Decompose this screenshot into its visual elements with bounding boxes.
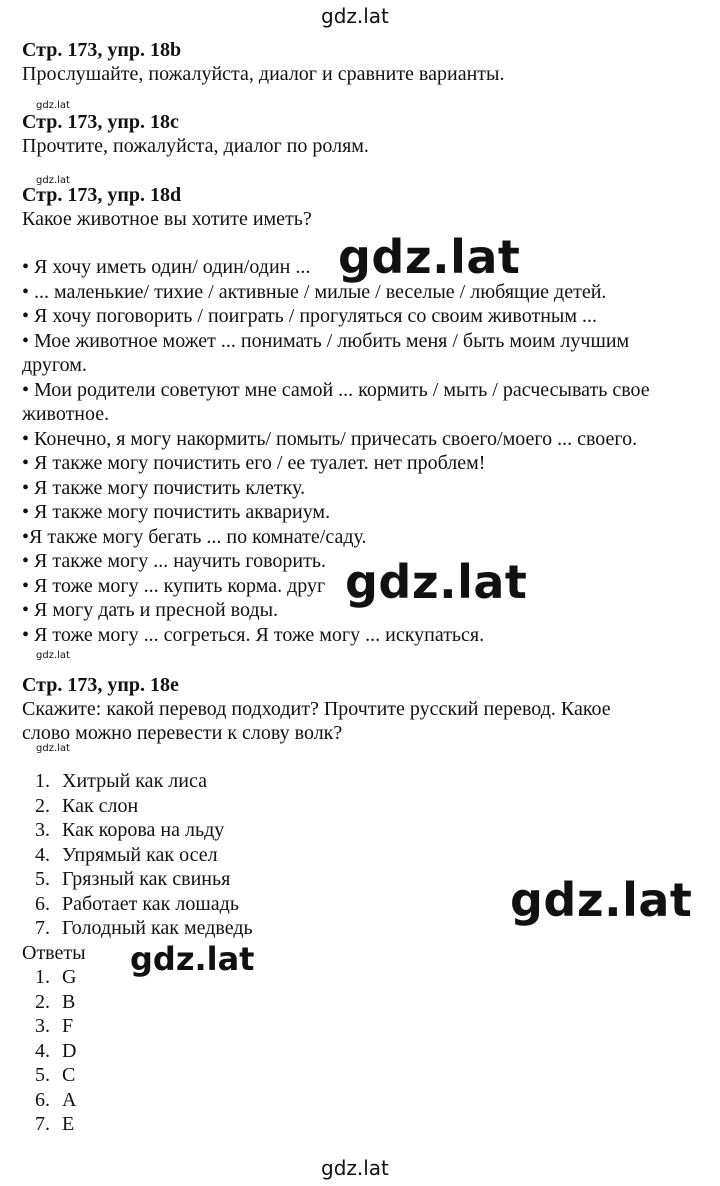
bullet-list xyxy=(22,255,650,647)
answers-label: Ответы xyxy=(22,942,86,964)
list-item: 2. Как слон xyxy=(35,794,139,817)
list-item: 4. Упрямый как осел xyxy=(35,843,218,866)
bullet-line: • Я также могу почистить клетку. xyxy=(22,476,306,499)
bullet-line: • Я также могу почистить его / ее туалет. нет проблем! xyxy=(22,452,486,474)
list-item: 3. F xyxy=(35,1015,74,1037)
watermark-small-2: gdz.lat xyxy=(36,175,70,186)
translation-list xyxy=(22,769,253,941)
bullet-line: другом. xyxy=(22,354,87,376)
text-18e-line1: Скажите: какой перевод подходит? Прочтите русский перевод. Какое xyxy=(22,698,611,720)
heading-18b: Стр. 173, упр. 18b xyxy=(22,39,182,61)
bullet-line: • Я хочу поговорить / поиграть / прогуляться со своим животным ... xyxy=(22,305,598,327)
list-item: 7. E xyxy=(35,1113,75,1135)
watermark-big-2: gdz.lat xyxy=(345,555,528,609)
bullet-line: • Я также могу почистить аквариум. xyxy=(22,501,331,523)
watermark-big-1: gdz.lat xyxy=(338,230,521,284)
text-18c: Прочтите, пожалуйста, диалог по ролям. xyxy=(22,135,369,157)
list-item: 7. Голодный как медведь xyxy=(35,917,253,939)
text-18b: Прослушайте, пожалуйста, диалог и сравните варианты. xyxy=(22,63,505,85)
heading-18c: Стр. 173, упр. 18c xyxy=(22,111,179,133)
text-18e-line2: слово можно перевести к слову волк? xyxy=(22,722,343,744)
list-item: 5. C xyxy=(35,1064,76,1086)
list-item: 2. B xyxy=(35,990,76,1013)
heading-18e: Стр. 173, упр. 18e xyxy=(22,674,179,696)
list-item: 6. Работает как лошадь xyxy=(35,892,239,915)
bullet-line: • ... маленькие/ тихие / активные / милые / веселые / любящие детей. xyxy=(22,280,607,303)
bullet-line: • Мои родители советуют мне самой ... кормить / мыть / расчесывать свое xyxy=(22,378,650,401)
heading-18d: Стр. 173, упр. 18d xyxy=(22,184,182,206)
bullet-line: • Я тоже могу ... согреться. Я тоже могу ... искупаться. xyxy=(22,623,485,646)
bullet-line: • Конечно, я могу накормить/ помыть/ причесать своего/моего ... своего. xyxy=(22,427,638,450)
watermark-top: gdz.lat xyxy=(321,4,389,28)
list-item: 1. G xyxy=(35,966,77,988)
list-item: 6. A xyxy=(35,1088,77,1111)
watermark-small-4: gdz.lat xyxy=(36,743,70,754)
list-item: 5. Грязный как свинья xyxy=(35,868,231,890)
watermark-bottom: gdz.lat xyxy=(321,1156,389,1180)
bullet-line: животное. xyxy=(22,403,110,425)
watermark-big-3: gdz.lat xyxy=(510,873,693,927)
bullet-line: • Я могу дать и пресной воды. xyxy=(22,599,279,621)
bullet-line: • Я тоже могу ... купить корма. друг xyxy=(22,574,326,597)
answers-list xyxy=(22,965,76,1137)
watermark-big-4: gdz.lat xyxy=(130,940,255,978)
text-18d: Какое животное вы хотите иметь? xyxy=(22,208,312,230)
bullet-line: • Я также могу ... научить говорить. xyxy=(22,550,326,572)
list-item: 3. Как корова на льду xyxy=(35,819,225,841)
bullet-line: • Мое животное может ... понимать / любить меня / быть моим лучшим xyxy=(22,329,630,352)
watermark-small-1: gdz.lat xyxy=(36,100,70,111)
list-item: 1. Хитрый как лиса xyxy=(35,770,207,792)
list-item: 4. D xyxy=(35,1039,77,1062)
watermark-small-3: gdz.lat xyxy=(36,650,70,661)
bullet-line: •Я также могу бегать ... по комнате/саду. xyxy=(22,525,367,548)
bullet-line: • Я хочу иметь один/ один/один ... xyxy=(22,256,311,278)
